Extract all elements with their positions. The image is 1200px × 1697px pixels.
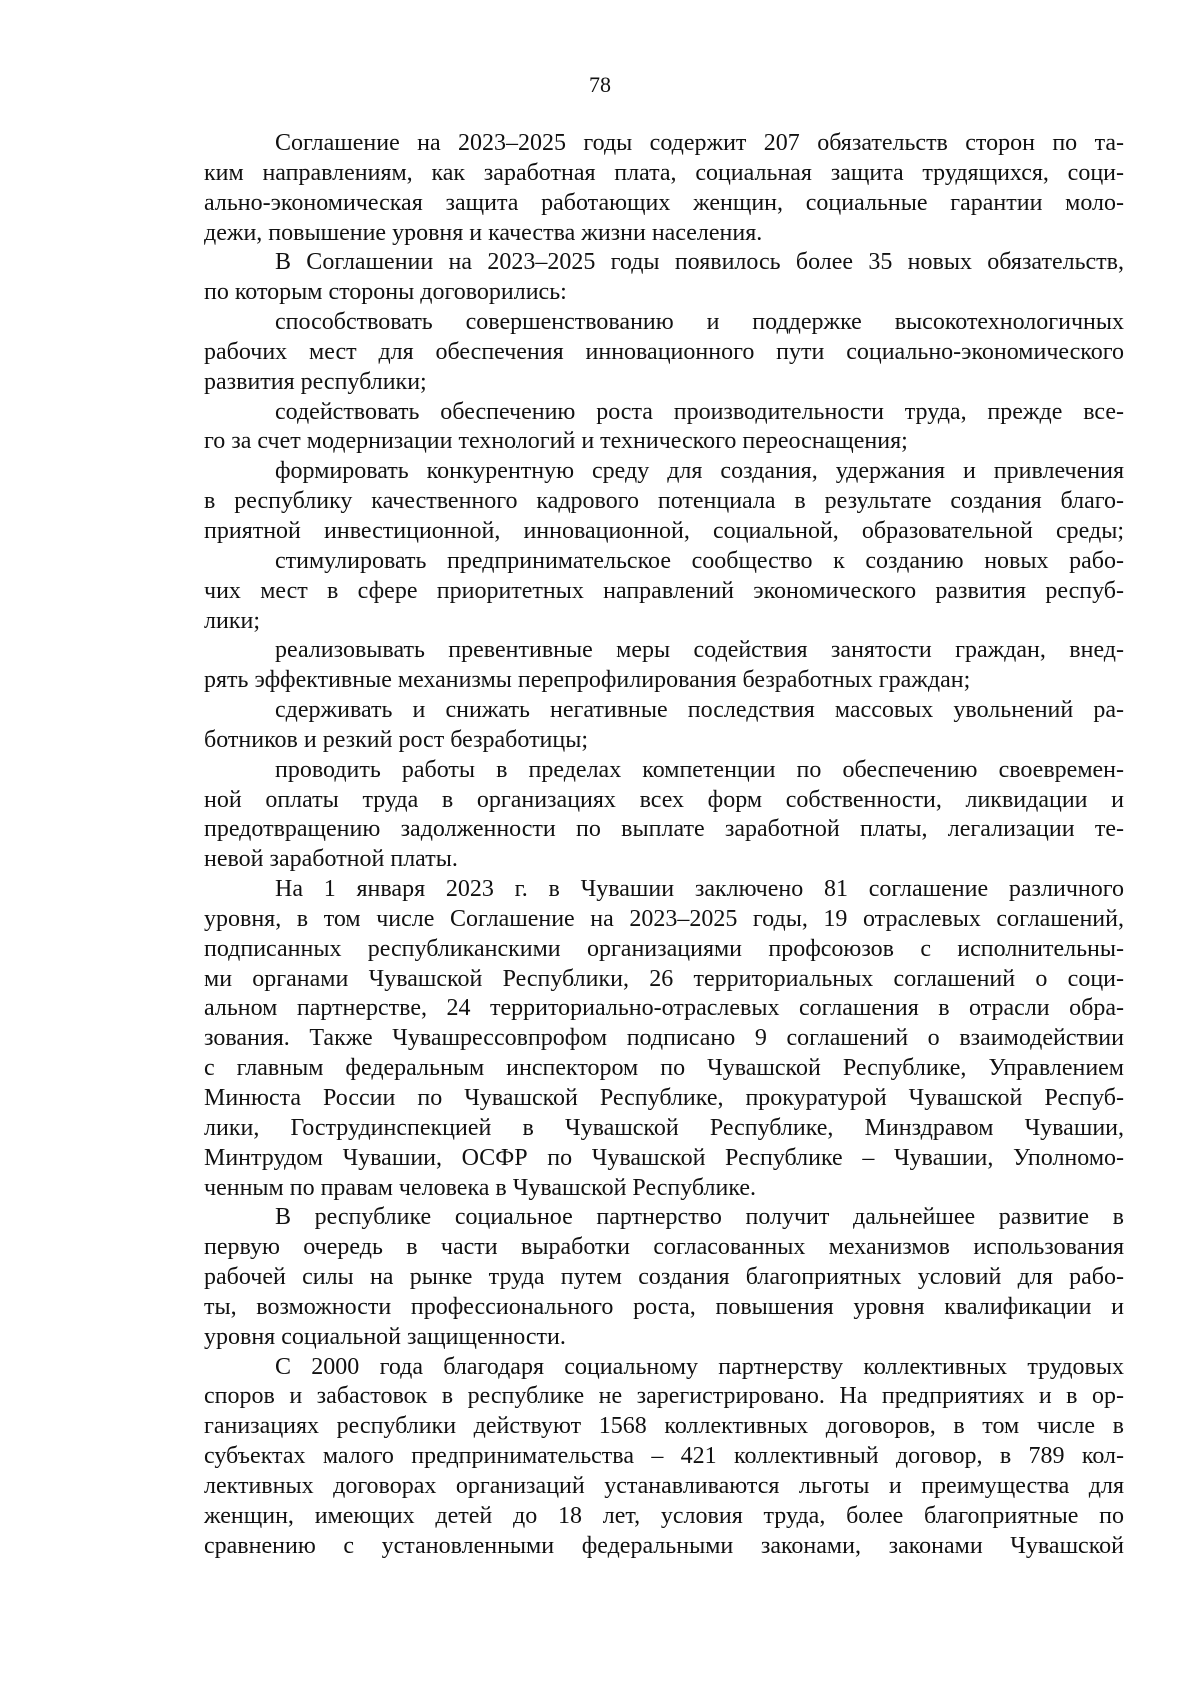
- paragraph-first-line: На 1 января 2023 г. в Чувашии заключено 81 соглашение различного: [275, 876, 1124, 903]
- text-line: первую очередь в части выработки согласованных механизмов использования: [204, 1234, 1124, 1261]
- text-line: подписанных республиканскими организациями профсоюзов с исполнительны-: [204, 935, 1124, 962]
- text-line: рабочей силы на рынке труда путем создания благоприятных условий для рабо-: [204, 1264, 1124, 1291]
- text-line: субъектах малого предпринимательства – 421 коллективный договор, в 789 кол-: [204, 1443, 1124, 1470]
- text-line: ми органами Чувашской Республики, 26 территориальных соглашений о соци-: [204, 965, 1124, 992]
- text-line: ты, возможности профессионального роста, повышения уровня квалификации и: [204, 1293, 1124, 1320]
- text-line: чих мест в сфере приоритетных направлений экономического развития респуб-: [204, 577, 1124, 604]
- text-line: ким направлениям, как заработная плата, социальная защита трудящихся, соци-: [204, 159, 1124, 186]
- text-line: по которым стороны договорились:: [204, 279, 567, 306]
- text-line: женщин, имеющих детей до 18 лет, условия труда, более благоприятные по: [204, 1502, 1124, 1529]
- text-line: ной оплаты труда в организациях всех форм собственности, ликвидации и: [204, 786, 1124, 813]
- paragraph-first-line: В республике социальное партнерство получит дальнейшее развитие в: [275, 1204, 1124, 1231]
- text-line: дежи, повышение уровня и качества жизни населения.: [204, 219, 763, 246]
- text-line: с главным федеральным инспектором по Чувашской Республике, Управлением: [204, 1055, 1124, 1082]
- text-line: ально-экономическая защита работающих женщин, социальные гарантии моло-: [204, 189, 1124, 216]
- page-number: 78: [589, 72, 611, 97]
- text-line: развития республики;: [204, 368, 427, 395]
- paragraph-first-line: В Соглашении на 2023–2025 годы появилось более 35 новых обязательств,: [275, 249, 1124, 276]
- text-line: уровня социальной защищенности.: [204, 1323, 566, 1350]
- text-line: лики;: [204, 607, 260, 634]
- paragraph-first-line: содействовать обеспечению роста производительности труда, прежде все-: [275, 398, 1124, 425]
- text-line: лики, Гострудинспекцией в Чувашской Республике, Минздравом Чувашии,: [204, 1114, 1124, 1141]
- text-line: Минюста России по Чувашской Республике, прокуратурой Чувашской Респуб-: [204, 1085, 1124, 1111]
- paragraph-first-line: С 2000 года благодаря социальному партнерству коллективных трудовых: [275, 1353, 1124, 1380]
- paragraph-first-line: реализовывать превентивные меры содействия занятости граждан, внед-: [275, 637, 1124, 664]
- text-line: ганизациях республики действуют 1568 коллективных договоров, в том числе в: [204, 1413, 1124, 1440]
- text-line: сравнению с установленными федеральными законами, законами Чувашской: [204, 1532, 1124, 1559]
- text-line: го за счет модернизации технологий и технического переоснащения;: [204, 428, 908, 455]
- document-body: [204, 129, 1124, 1562]
- text-line: в республику качественного кадрового потенциала в результате создания благо-: [204, 488, 1124, 515]
- text-line: лективных договорах организаций устанавливаются льготы и преимущества для: [204, 1472, 1124, 1499]
- text-line: невой заработной платы.: [204, 846, 458, 873]
- text-line: альном партнерстве, 24 территориально-отраслевых соглашения в отрасли обра-: [204, 995, 1124, 1022]
- text-line: уровня, в том числе Соглашение на 2023–2025 годы, 19 отраслевых соглашений,: [204, 905, 1124, 932]
- paragraph-first-line: Соглашение на 2023–2025 годы содержит 207 обязательств сторон по та-: [275, 130, 1124, 156]
- text-line: ботников и резкий рост безработицы;: [204, 726, 589, 753]
- text-line: приятной инвестиционной, инновационной, социальной, образовательной среды;: [204, 517, 1124, 544]
- text-line: зования. Также Чувашрессовпрофом подписано 9 соглашений о взаимодействии: [204, 1025, 1124, 1052]
- text-line: рабочих мест для обеспечения инновационного пути социально-экономического: [204, 338, 1124, 365]
- paragraph-first-line: проводить работы в пределах компетенции по обеспечению своевремен-: [275, 756, 1124, 783]
- text-line: Минтрудом Чувашии, ОСФР по Чувашской Республике – Чувашии, Уполномо-: [204, 1144, 1124, 1171]
- paragraph-first-line: стимулировать предпринимательское сообщество к созданию новых рабо-: [275, 547, 1124, 574]
- text-line: ченным по правам человека в Чувашской Республике.: [204, 1174, 757, 1201]
- text-line: споров и забастовок в республике не зарегистрировано. На предприятиях и в ор-: [204, 1383, 1124, 1410]
- paragraph-first-line: формировать конкурентную среду для создания, удержания и привлечения: [275, 458, 1124, 485]
- text-line: предотвращению задолженности по выплате заработной платы, легализации те-: [204, 816, 1124, 843]
- paragraph-first-line: способствовать совершенствованию и поддержке высокотехнологичных: [275, 309, 1124, 336]
- paragraph-first-line: сдерживать и снижать негативные последствия массовых увольнений ра-: [275, 697, 1124, 724]
- text-line: рять эффективные механизмы перепрофилирования безработных граждан;: [204, 667, 971, 694]
